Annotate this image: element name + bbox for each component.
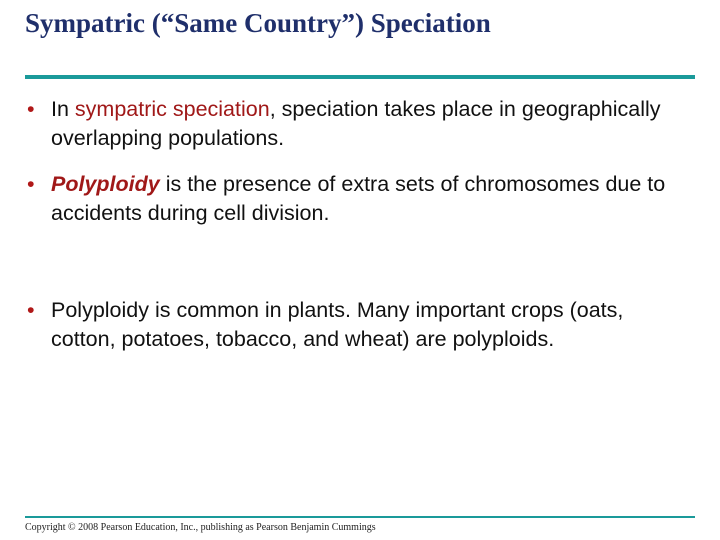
bullet-polyploidy-plants [27, 296, 687, 354]
bullet-text-post: , speciation takes place in geographically overlapping populations. [51, 97, 661, 150]
slide-title: Sympatric (“Same Country”) Speciation [25, 8, 491, 38]
bullet-sympatric-speciation [27, 95, 687, 153]
bullet-text-pre: In [51, 97, 75, 121]
copyright-footer: Copyright © 2008 Pearson Education, Inc., publishing as Pearson Benjamin Cummings [25, 522, 376, 533]
footer-divider [25, 516, 695, 518]
bullet-text-post: is the presence of extra sets of chromosomes due to accidents during cell division. [51, 172, 666, 225]
bullet-marker: • [27, 298, 35, 322]
title-divider [25, 75, 695, 79]
bullet-text: Polyploidy is common in plants. Many important crops (oats, cotton, potatoes, tobacco, and wheat) are polyploids. [51, 298, 624, 351]
bullet-marker: • [27, 172, 35, 196]
term-polyploidy: Polyploidy [51, 172, 160, 196]
term-sympatric-speciation: sympatric speciation [74, 97, 270, 121]
bullet-marker: • [27, 97, 35, 121]
bullet-polyploidy-definition [27, 170, 687, 228]
